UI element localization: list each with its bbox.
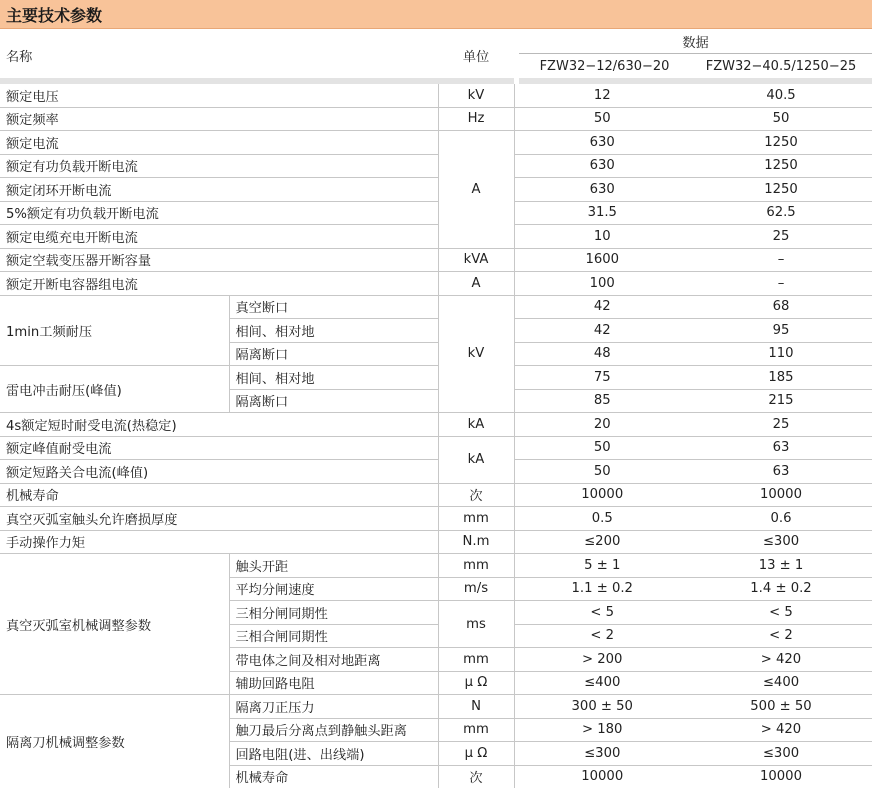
param-unit: kV — [438, 295, 514, 413]
param-subname: 三相分闸同期性 — [229, 601, 438, 625]
param-value-1: 10 — [514, 225, 690, 249]
param-value-1: ≤400 — [514, 671, 690, 695]
param-name: 额定短路关合电流(峰值) — [0, 460, 438, 484]
param-value-1: ≤300 — [514, 742, 690, 766]
param-group-name: 真空灭弧室机械调整参数 — [0, 554, 229, 695]
param-value-1: > 180 — [514, 718, 690, 742]
header-name: 名称 — [0, 29, 438, 78]
param-value-2: ≤300 — [690, 530, 872, 554]
header-unit: 单位 — [438, 29, 514, 78]
param-value-1: > 200 — [514, 648, 690, 672]
param-value-2: 1.4 ± 0.2 — [690, 577, 872, 601]
param-unit: 次 — [438, 483, 514, 507]
table-row — [0, 413, 872, 437]
param-value-2: < 5 — [690, 601, 872, 625]
param-value-2: 25 — [690, 225, 872, 249]
param-unit: kV — [438, 84, 514, 107]
param-value-2: 50 — [690, 107, 872, 131]
param-unit: N.m — [438, 530, 514, 554]
table-row — [0, 483, 872, 507]
param-subname: 触头开距 — [229, 554, 438, 578]
param-value-1: 48 — [514, 342, 690, 366]
table-row — [0, 295, 872, 319]
param-value-1: ≤200 — [514, 530, 690, 554]
header-model-2: FZW32−40.5/1250−25 — [690, 54, 872, 79]
table-row — [0, 272, 872, 296]
param-unit: μ Ω — [438, 742, 514, 766]
param-subname: 相间、相对地 — [229, 319, 438, 343]
param-unit: mm — [438, 554, 514, 578]
param-value-2: 13 ± 1 — [690, 554, 872, 578]
param-name: 手动操作力矩 — [0, 530, 438, 554]
param-value-2: ≤300 — [690, 742, 872, 766]
param-subname: 相间、相对地 — [229, 366, 438, 390]
table-row — [0, 554, 872, 578]
param-value-1: 50 — [514, 107, 690, 131]
param-value-2: > 420 — [690, 648, 872, 672]
param-subname: 三相合闸同期性 — [229, 624, 438, 648]
param-unit: mm — [438, 648, 514, 672]
param-value-2: 110 — [690, 342, 872, 366]
table-row — [0, 154, 872, 178]
param-value-1: 0.5 — [514, 507, 690, 531]
param-name: 额定电缆充电开断电流 — [0, 225, 438, 249]
param-name: 额定频率 — [0, 107, 438, 131]
param-unit: kA — [438, 436, 514, 483]
param-unit: A — [438, 272, 514, 296]
param-value-1: 100 — [514, 272, 690, 296]
param-unit: kA — [438, 413, 514, 437]
param-value-2: 63 — [690, 436, 872, 460]
param-name: 5%额定有功负载开断电流 — [0, 201, 438, 225]
param-value-1: 1600 — [514, 248, 690, 272]
table-row — [0, 695, 872, 719]
param-name: 4s额定短时耐受电流(热稳定) — [0, 413, 438, 437]
param-name: 额定开断电容器组电流 — [0, 272, 438, 296]
spec-table — [0, 29, 872, 788]
param-value-1: 5 ± 1 — [514, 554, 690, 578]
param-value-2: 215 — [690, 389, 872, 413]
table-row — [0, 248, 872, 272]
param-unit: A — [438, 131, 514, 249]
param-subname: 真空断口 — [229, 295, 438, 319]
param-value-1: 20 — [514, 413, 690, 437]
param-name: 额定电压 — [0, 84, 438, 107]
param-name: 额定有功负载开断电流 — [0, 154, 438, 178]
table-row — [0, 131, 872, 155]
param-unit: m/s — [438, 577, 514, 601]
table-row — [0, 201, 872, 225]
header-model-1: FZW32−12/630−20 — [519, 54, 690, 79]
param-value-1: < 2 — [514, 624, 690, 648]
param-value-2: 95 — [690, 319, 872, 343]
param-value-1: 50 — [514, 460, 690, 484]
param-value-2: – — [690, 272, 872, 296]
param-unit: μ Ω — [438, 671, 514, 695]
param-subname: 辅助回路电阻 — [229, 671, 438, 695]
param-subname: 回路电阻(进、出线端) — [229, 742, 438, 766]
param-subname: 触刀最后分离点到静触头距离 — [229, 718, 438, 742]
param-unit: kVA — [438, 248, 514, 272]
param-value-1: 50 — [514, 436, 690, 460]
table-row — [0, 507, 872, 531]
param-group-name: 雷电冲击耐压(峰值) — [0, 366, 229, 413]
section-title: 主要技术参数 — [0, 0, 872, 29]
param-subname: 隔离断口 — [229, 342, 438, 366]
param-value-2: 63 — [690, 460, 872, 484]
param-value-2: 10000 — [690, 483, 872, 507]
param-unit: Hz — [438, 107, 514, 131]
param-value-2: 10000 — [690, 765, 872, 788]
param-name: 额定空载变压器开断容量 — [0, 248, 438, 272]
param-value-2: < 2 — [690, 624, 872, 648]
param-value-2: 1250 — [690, 131, 872, 155]
param-value-2: – — [690, 248, 872, 272]
param-name: 额定电流 — [0, 131, 438, 155]
param-value-1: 630 — [514, 131, 690, 155]
param-name: 真空灭弧室触头允许磨损厚度 — [0, 507, 438, 531]
param-value-2: 500 ± 50 — [690, 695, 872, 719]
param-value-1: 12 — [514, 84, 690, 107]
param-value-1: 630 — [514, 154, 690, 178]
table-row — [0, 178, 872, 202]
header-data: 数据 — [519, 29, 872, 54]
param-unit: mm — [438, 507, 514, 531]
param-value-1: 42 — [514, 295, 690, 319]
param-value-1: 10000 — [514, 765, 690, 788]
table-row — [0, 107, 872, 131]
param-subname: 机械寿命 — [229, 765, 438, 788]
param-value-1: 630 — [514, 178, 690, 202]
param-value-2: 1250 — [690, 178, 872, 202]
table-row — [0, 84, 872, 107]
param-value-2: 68 — [690, 295, 872, 319]
param-value-1: 10000 — [514, 483, 690, 507]
param-value-2: ≤400 — [690, 671, 872, 695]
param-subname: 平均分闸速度 — [229, 577, 438, 601]
table-row — [0, 530, 872, 554]
param-value-2: 1250 — [690, 154, 872, 178]
param-value-2: 25 — [690, 413, 872, 437]
param-unit: mm — [438, 718, 514, 742]
param-unit: N — [438, 695, 514, 719]
table-row — [0, 366, 872, 390]
param-unit: 次 — [438, 765, 514, 788]
param-subname: 带电体之间及相对地距离 — [229, 648, 438, 672]
param-value-2: > 420 — [690, 718, 872, 742]
param-value-2: 62.5 — [690, 201, 872, 225]
param-value-1: 31.5 — [514, 201, 690, 225]
param-name: 额定峰值耐受电流 — [0, 436, 438, 460]
param-subname: 隔离刀正压力 — [229, 695, 438, 719]
param-subname: 隔离断口 — [229, 389, 438, 413]
param-value-2: 40.5 — [690, 84, 872, 107]
param-name: 额定闭环开断电流 — [0, 178, 438, 202]
table-row — [0, 460, 872, 484]
table-row — [0, 225, 872, 249]
param-value-2: 0.6 — [690, 507, 872, 531]
param-group-name: 1min工频耐压 — [0, 295, 229, 366]
param-group-name: 隔离刀机械调整参数 — [0, 695, 229, 788]
table-row — [0, 436, 872, 460]
header-row — [0, 29, 872, 54]
param-value-2: 185 — [690, 366, 872, 390]
param-name: 机械寿命 — [0, 483, 438, 507]
param-value-1: 85 — [514, 389, 690, 413]
param-value-1: 300 ± 50 — [514, 695, 690, 719]
param-value-1: 42 — [514, 319, 690, 343]
param-value-1: 1.1 ± 0.2 — [514, 577, 690, 601]
param-value-1: 75 — [514, 366, 690, 390]
param-value-1: < 5 — [514, 601, 690, 625]
param-unit: ms — [438, 601, 514, 648]
